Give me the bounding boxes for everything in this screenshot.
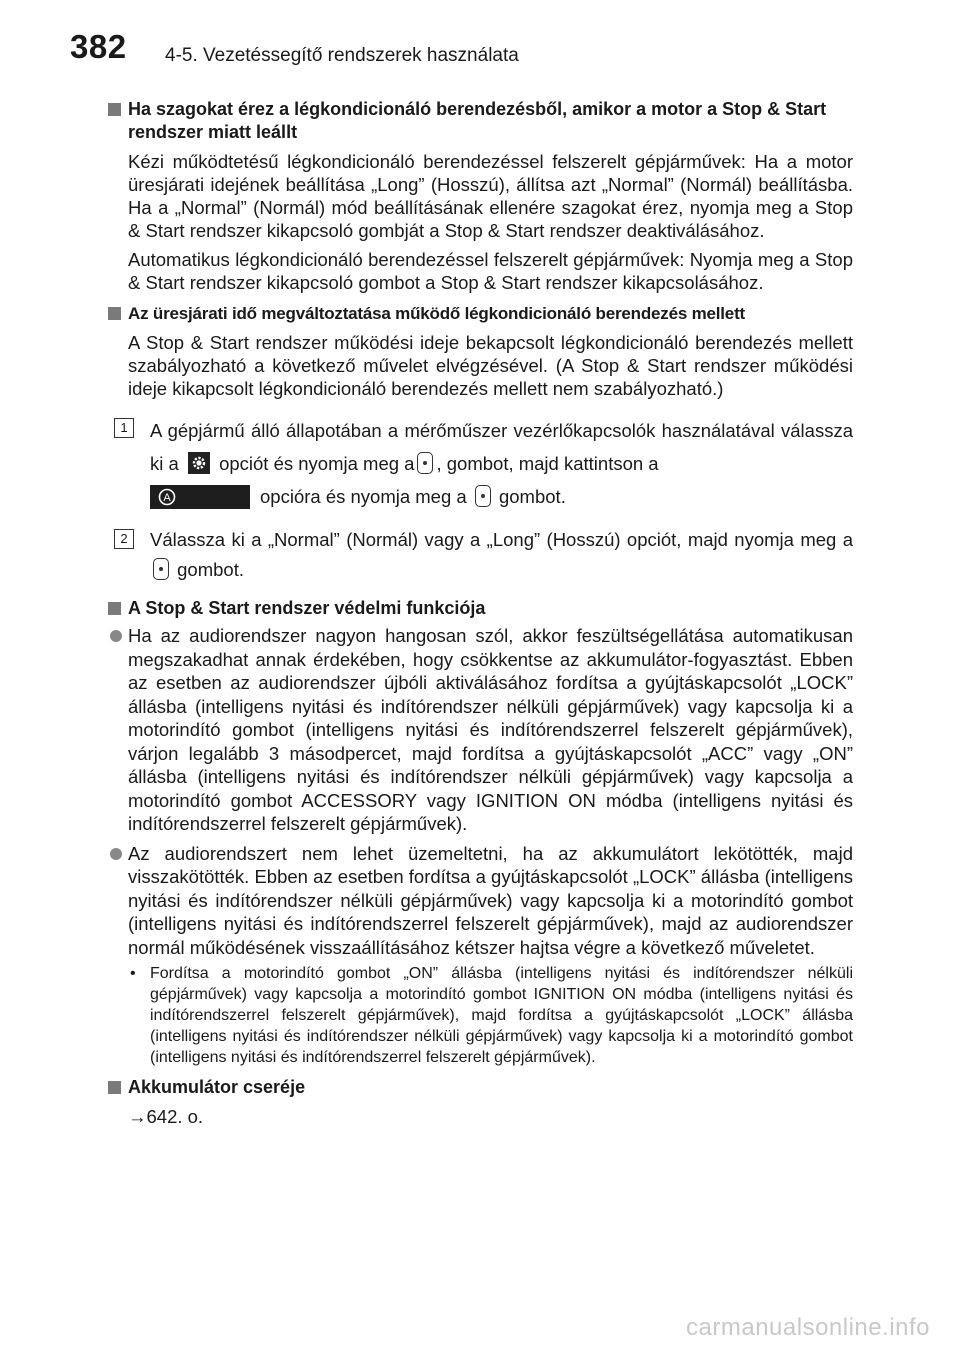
bullet-item: Az audiorendszert nem lehet üzemeltetni, ha az akkumulátort lekötötték, majd visszakötötték. Ebben az esetben fordítsa a gyújtáskapcsolót „LOCK” állásba (intelligens nyitási és indítórendszer nélküli gépjárművek) vagy kapcsolja ki a motorindító gombot (intelligens nyitási és indítórendszerrel felszerelt gépjárművek), majd az audiorendszer normál működésének visszaállításához kétszer hajtsa végre a következő műveletet. [108, 842, 853, 960]
ok-button-icon [417, 452, 433, 474]
section-heading: Ha szagokat érez a légkondicionáló berendezésből, amikor a motor a Stop & Start rendszer miatt leállt [108, 98, 853, 144]
step-number: 2 [114, 529, 134, 549]
section-odor [108, 98, 853, 294]
ok-button-icon [475, 485, 491, 507]
page-number: 382 [70, 28, 127, 65]
ok-button-icon [153, 558, 169, 580]
section-idle-time [108, 302, 853, 585]
page-content [108, 92, 853, 1128]
paragraph: Kézi működtetésű légkondicionáló berendezéssel felszerelt gépjárművek: Ha a motor üresjárati idejének beállítása „Long” (Hosszú), állítsa azt „Normal” (Normál) beállításba. Ha a „Normal” (Normál) mód beállításának ellenére szagokat érez, nyomja meg a Stop & Start rendszer kikapcsoló gombját a Stop & Start rendszer deaktiválásához. [128, 151, 853, 241]
step-text: gombot. [498, 486, 566, 507]
section-protection [108, 597, 853, 1068]
watermark: carmanualsonline.info [686, 1314, 930, 1341]
settings-gear-icon [188, 452, 210, 474]
bullet-item: Ha az audiorendszer nagyon hangosan szól, akkor feszültségellátása automatikusan megszakadhat annak érdekében, hogy csökkentse az akkumulátor-fogyasztást. Ebben az esetben az audiorendszer újbóli aktiválásához fordítsa a gyújtáskapcsolót „LOCK” állásba (intelligens nyitási és indítórendszer nélküli gépjárművek) vagy kapcsolja ki a motorindító gombot (intelligens nyitási és indítórendszerrel felszerelt gépjárművek), várjon legalább 3 másodpercet, majd fordítsa a gyújtáskapcsolót „ACC” vagy „ON” állásba (intelligens nyitási és indítórendszer nélküli gépjárművek) vagy kapcsolja a motorindító gombot ACCESSORY vagy IGNITION ON módba (intelligens nyitási és indítórendszerrel felszerelt gépjárművek). [108, 624, 853, 836]
header-title: 4-5. Vezetéssegítő rendszerek használata [165, 45, 519, 66]
step-text: opcióra és nyomja meg a [260, 486, 467, 507]
svg-text:A: A [163, 492, 171, 504]
step-text: A gépjármű álló állapotában a mérőműszer vezérlőkapcsolók használatával válassza ki a [150, 420, 853, 474]
section-heading: Az üresjárati idő megváltoztatása működő légkondicionáló berendezés mellett [108, 302, 853, 325]
paragraph: Automatikus légkondicionáló berendezéssel felszerelt gépjárművek: Nyomja meg a Stop & Start rendszer kikapcsoló gombot a Stop & Start rendszer kikapcsolásához. [128, 249, 853, 293]
step-text: opciót és nyomja meg a [219, 453, 415, 474]
section-heading: Akkumulátor cseréje [108, 1076, 853, 1099]
step-text: Válassza ki a „Normal” (Normál) vagy a „Long” (Hosszú) opciót, majd nyomja meg a [150, 529, 853, 550]
stop-start-menu-icon [150, 485, 250, 509]
step-1 [114, 414, 853, 513]
section-battery [108, 1076, 853, 1128]
page-reference: →642. o. [128, 1106, 204, 1127]
sub-bullet-item: • Fordítsa a motorindító gombot „ON” állásba (intelligens nyitási és indítórendszer nélküli gépjárművek) vagy kapcsolja a motorindító gombot IGNITION ON módba (intelligens nyitási és indítórendszerrel felszerelt gépjárművek), majd fordítsa a gyújtáskapcsolót „LOCK” állásba (intelligens nyitási és indítórendszer nélküli gépjárművek) vagy kapcsolja ki a motorindító gombot (intelligens nyitási és indítórendszerrel felszerelt gépjárművek). [108, 963, 853, 1068]
paragraph: A Stop & Start rendszer működési ideje bekapcsolt légkondicionáló berendezés mellett szabályozható a következő művelet elvégzésével. (A Stop & Start rendszer működési ideje kikapcsolt légkondicionáló berendezés mellett nem szabályozható.) [128, 332, 853, 399]
step-2 [114, 525, 853, 585]
step-text: gombot. [177, 559, 244, 580]
section-heading: A Stop & Start rendszer védelmi funkciója [108, 597, 853, 620]
step-number: 1 [114, 418, 134, 438]
step-text: , gombot, majd kattintson a [436, 453, 659, 474]
